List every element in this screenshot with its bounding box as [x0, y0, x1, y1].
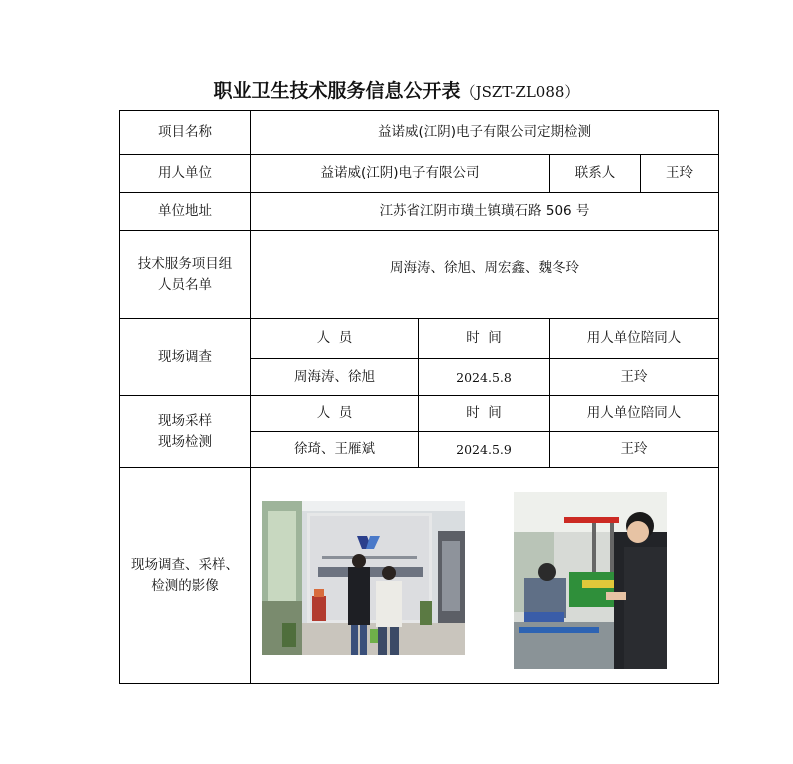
survey-personnel: 周海涛、徐旭: [294, 368, 375, 385]
survey-companion: 王玲: [620, 368, 648, 385]
images-label: [120, 468, 250, 683]
images-label-line2: 检测的影像: [151, 577, 219, 594]
survey-col-companion: 用人单位陪同人: [586, 330, 682, 346]
survey-col-personnel: 人 员: [316, 330, 353, 346]
info-table: [119, 110, 719, 684]
sampling-col-personnel: 人 员: [316, 405, 353, 421]
sampling-time: 2024.5.9: [456, 442, 512, 457]
sampling-col-companion: 用人单位陪同人: [586, 405, 682, 421]
sampling-label-line1: 现场采样: [158, 412, 212, 429]
survey-col-time: 时 间: [466, 330, 502, 346]
lobby-photo: [262, 501, 465, 655]
address-value: 江苏省江阴市璜土镇璜石路 506 号: [379, 203, 590, 219]
employer-label: 用人单位: [158, 165, 212, 181]
sampling-col-time: 时 间: [466, 405, 502, 421]
contact-label: 联系人: [574, 165, 616, 181]
contact-value: 王玲: [666, 165, 693, 181]
sampling-companion: 王玲: [620, 441, 648, 457]
team-label: [120, 231, 250, 318]
survey-time: 2024.5.8: [456, 369, 512, 385]
sampling-label: [120, 396, 250, 467]
survey-label: 现场调查: [158, 348, 212, 365]
sampling-personnel: 徐琦、王雁斌: [294, 441, 375, 457]
project-name-value: 益诺威(江阴)电子有限公司定期检测: [377, 124, 592, 140]
address-label: 单位地址: [158, 203, 212, 219]
team-label-line1: 技术服务项目组: [137, 255, 233, 272]
employer-value: 益诺威(江阴)电子有限公司: [320, 165, 480, 181]
images-label-line1: 现场调查、采样、: [131, 556, 239, 573]
document-title: [0, 76, 793, 103]
workshop-photo: [514, 492, 667, 669]
title-code: （JSZT-ZL088）: [460, 83, 580, 101]
team-label-line2: 人员名单: [158, 276, 212, 293]
team-value: 周海涛、徐旭、周宏鑫、魏冬玲: [390, 260, 579, 276]
project-name-label: 项目名称: [158, 124, 212, 140]
sampling-label-line2: 现场检测: [158, 433, 212, 450]
title-main: 职业卫生技术服务信息公开表: [213, 80, 461, 102]
